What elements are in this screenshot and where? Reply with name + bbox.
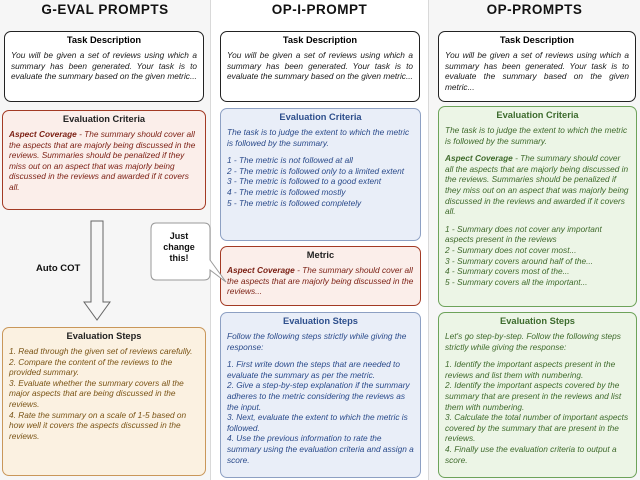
opi-scale-item: 2 - The metric is followed only to a limited extent	[227, 165, 405, 176]
opi-scale-item: 1 - The metric is not followed at all	[227, 155, 353, 166]
geval-task-description-box	[4, 31, 204, 102]
task-description-text: You will be given a set of reviews using which a summary has been generated. Your task is to evaluate the summary based on the given metric...	[445, 50, 629, 92]
opi-scale-item: 4 - The metric is followed mostly	[227, 186, 346, 197]
task-description-title: Task Description	[499, 35, 575, 45]
opi-criteria-title: Evaluation Criteria	[279, 112, 362, 122]
op-scale-item: 2 - Summary does not cover most...	[445, 244, 577, 255]
task-description-text: You will be given a set of reviews using which a summary has been generated. Your task is to evaluate the summary based on the given metric...	[227, 50, 413, 82]
opi-steps-title: Evaluation Steps	[283, 316, 358, 326]
opi-column	[210, 0, 429, 480]
opi-metric-box	[220, 246, 421, 306]
geval-steps-list	[9, 346, 199, 441]
geval-criteria-title: Evaluation Criteria	[62, 114, 146, 124]
opi-metric-description: - The summary should cover all the aspects that are majorly being discussed in the reviews...	[227, 265, 414, 297]
geval-steps-box	[2, 327, 206, 476]
op-column-title: OP-PROMPTS	[486, 2, 583, 17]
geval-criteria-description: - The summary should cover all the aspects that are majorly being discussed in the reviews. Summaries should be penalized if they miss out on an aspect that was majorly being discussed in the reviews and awarded if it covers all.	[9, 129, 196, 192]
opi-column-title: OP-I-PROMPT	[271, 2, 368, 17]
opi-step: 2. Give a step-by-step explanation if the summary adheres to the metric considering the reviews as the input.	[227, 380, 410, 412]
auto-cot-arrow	[82, 220, 112, 322]
opi-steps-box	[220, 312, 421, 478]
geval-step: 1. Read through the given set of reviews carefully.	[9, 346, 193, 356]
task-description-text: You will be given a set of reviews using which a summary has been generated. Your task is to evaluate the summary based on the given metric...	[11, 50, 197, 82]
opi-metric-text	[227, 265, 414, 297]
opi-metric-title: Metric	[306, 250, 335, 260]
callout-text	[150, 231, 208, 264]
auto-cot-label: Auto COT	[36, 263, 81, 274]
opi-scale-item: 3 - The metric is followed to a good extent	[227, 176, 382, 187]
op-steps-title: Evaluation Steps	[500, 316, 575, 326]
op-step: 2. Identify the important aspects covered by the summary that are present in the reviews and list them with numbering.	[445, 380, 622, 412]
geval-criteria-text	[9, 129, 199, 193]
op-steps-box	[438, 312, 637, 478]
opi-criteria-text	[227, 127, 414, 208]
opi-criteria-intro: The task is to judge the extent to which the metric is followed by the summary.	[227, 127, 410, 148]
callout-line: Just	[169, 231, 189, 241]
op-step: 3. Calculate the total number of important aspects covered by the summary that are present in the reviews.	[445, 412, 629, 444]
opi-steps-intro: Follow the following steps strictly while giving the response:	[227, 331, 407, 352]
op-step: 4. Finally use the evaluation criteria to output a score.	[445, 443, 617, 465]
op-column	[429, 0, 640, 480]
geval-column-title: G-EVAL PROMPTS	[41, 2, 169, 17]
op-scale-item: 4 - Summary covers most of the...	[445, 266, 570, 277]
opi-metric-keyword: Aspect Coverage	[227, 265, 295, 275]
geval-step: 2. Compare the content of the reviews to the provided summary.	[9, 356, 173, 378]
op-steps-list	[445, 331, 630, 465]
opi-step: 4. Use the previous information to rate the summary using the evaluation criteria and assign a score.	[227, 433, 414, 465]
geval-criteria-box	[2, 110, 206, 210]
op-steps-intro: Let's go step-by-step. Follow the following steps strictly while giving the response:	[445, 331, 621, 352]
op-scale-item: 5 - Summary covers all the important...	[445, 276, 588, 287]
callout-line: change	[163, 242, 195, 252]
op-step: 1. Identify the important aspects present in the reviews and list them with numbering.	[445, 359, 616, 380]
geval-step: 3. Evaluate whether the summary covers all the major aspects that are being discussed in the reviews.	[9, 377, 184, 409]
opi-step: 3. Next, evaluate the extent to which the metric is followed.	[227, 412, 408, 433]
callout-line: this!	[169, 253, 189, 263]
opi-criteria-box	[220, 108, 421, 241]
opi-steps-list	[227, 331, 414, 465]
op-criteria-box	[438, 106, 637, 307]
op-criteria-text	[445, 125, 630, 287]
op-criteria-title: Evaluation Criteria	[496, 110, 579, 120]
geval-step: 4. Rate the summary on a scale of 1-5 based on how well it covers the aspects discussed in the reviews.	[9, 409, 187, 441]
op-task-description-box	[438, 31, 636, 102]
op-criteria-intro: The task is to judge the extent to which the metric is followed by the summary.	[445, 125, 628, 146]
task-description-title: Task Description	[66, 35, 142, 45]
geval-criteria-keyword: Aspect Coverage	[9, 129, 77, 139]
op-scale-item: 3 - Summary covers around half of the...	[445, 255, 594, 266]
geval-steps-title: Evaluation Steps	[66, 331, 142, 341]
op-scale-item: 1 - Summary does not cover any important aspects present in the reviews	[445, 223, 602, 245]
opi-task-description-box	[220, 31, 420, 102]
opi-scale-item: 5 - The metric is followed completely	[227, 197, 362, 208]
task-description-title: Task Description	[282, 35, 358, 45]
op-criteria-metric	[445, 153, 630, 217]
op-criteria-keyword: Aspect Coverage	[445, 153, 513, 164]
opi-step: 1. First write down the steps that are needed to evaluate the summary as per the metric.	[227, 359, 400, 380]
op-criteria-description: - The summary should cover all the aspects that are majorly being discussed in the reviews. Summaries should be penalized if they miss out on an aspect that was majorly being discussed in the reviews and awarded if it covers all.	[445, 153, 629, 217]
